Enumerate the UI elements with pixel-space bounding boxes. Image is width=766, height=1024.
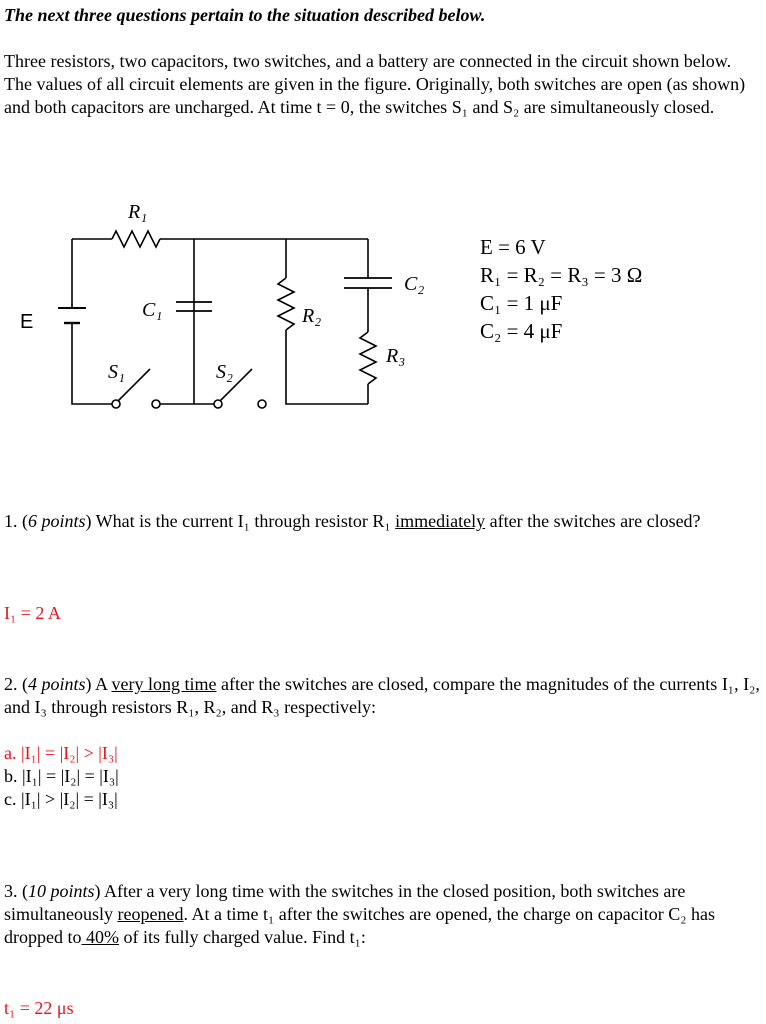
label-e: E — [20, 311, 34, 333]
option-a: a. |I₁| = |I₂| > |I₃| — [4, 743, 118, 763]
resistor-r2 — [278, 278, 294, 330]
label-r3: R₃ — [386, 345, 406, 367]
question-3: 3. (10 points) After a very long time with the switches in the closed position, both switches are simultaneously reopened. At a time t₁ after the switches are opened, the charge on capacitor C₂ has dropped to 40% of its fully charged value. Find t₁: — [4, 881, 715, 947]
switch-s1-contact-b — [152, 400, 160, 408]
wire-left-lower — [72, 323, 112, 404]
problem-intro: Three resistors, two capacitors, two switches, and a battery are connected in the circuit shown below. The values of all circuit elements are given in the figure. Originally, both switches are open (as shown) and both capacitors are uncharged. At time t = 0, the switches S₁ and S₂ are simultaneously closed. — [4, 51, 746, 117]
circuit-diagram — [0, 180, 766, 430]
value-c2: C₂ = 4 μF — [480, 319, 563, 343]
label-s2: S₂ — [216, 361, 233, 383]
question-2-options — [4, 742, 762, 811]
value-resistors: R₁ = R₂ = R₃ = 3 Ω — [480, 263, 643, 287]
question-2: 2. (4 points) A very long time after the switches are closed, compare the magnitudes of the currents I₁, I₂, and I₃ through resistors R₁, R₂, and R₃ respectively: — [4, 674, 760, 717]
answer-3: t₁ = 22 μs — [4, 998, 74, 1018]
label-r2: R₂ — [302, 305, 322, 327]
value-c1: C₁ = 1 μF — [480, 291, 563, 315]
answer-1: I₁ = 2 A — [4, 603, 61, 623]
label-r1: R₁ — [128, 201, 148, 223]
option-b: b. |I₁| = |I₂| = |I₃| — [4, 766, 119, 786]
value-emf: E = 6 V — [480, 235, 546, 259]
resistor-r3 — [360, 332, 376, 384]
wire-r2-bottom — [286, 330, 368, 404]
question-1: 1. (6 points) What is the current I₁ through resistor R₁ immediately after the switches are closed? — [4, 511, 701, 531]
label-c1: C₁ — [142, 299, 163, 321]
switch-s2-contact-b — [258, 400, 266, 408]
label-c2: C₂ — [404, 273, 425, 295]
resistor-r1 — [112, 231, 160, 247]
option-c: c. |I₁| > |I₂| = |I₃| — [4, 789, 118, 809]
section-header: The next three questions pertain to the situation described below. — [4, 5, 486, 25]
label-s1: S₁ — [108, 361, 125, 383]
